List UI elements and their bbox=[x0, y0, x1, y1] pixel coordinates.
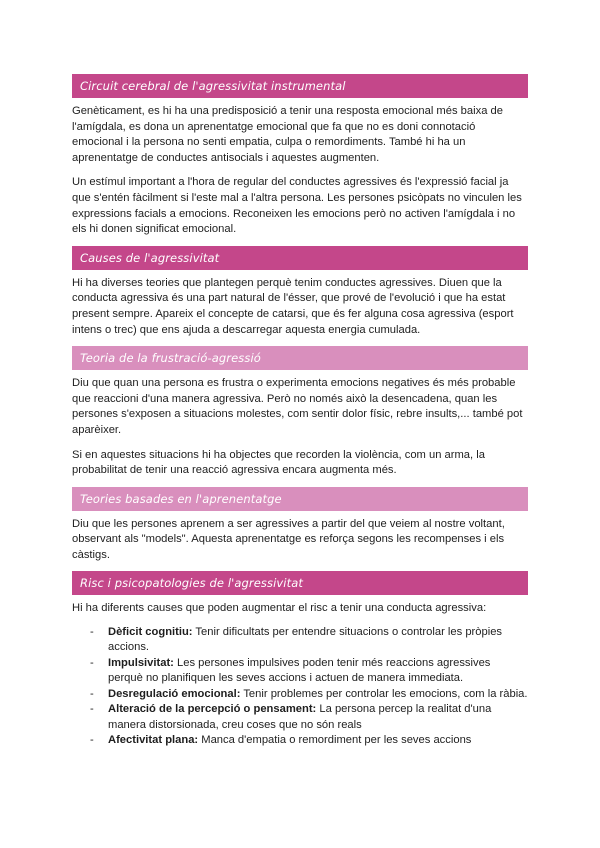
bullet-marker: - bbox=[90, 703, 94, 716]
section-heading-instrumental-circuit: Circuit cerebral de l'agressivitat instrumental bbox=[72, 74, 528, 98]
section-heading-risk-psychopathologies: Risc i psicopatologies de l'agressivitat bbox=[72, 571, 528, 595]
paragraph: Hi ha diverses teories que plantegen perquè tenim conductes agressives. Diuen que la conducta agressiva és una part natural de l'ésser, que prové de l'evolució i que ha estat present sempre. Apareix el concepte de catarsi, que és fer alguna cosa agressiva (esport intens o trec) que ens ajuda a descarregar aquesta energia cumulada. bbox=[72, 276, 514, 336]
list-item-text: Tenir dificultats per entendre situacions o controlar les pròpies accions. bbox=[108, 626, 503, 654]
risk-factors-list bbox=[72, 625, 528, 748]
bullet-marker: - bbox=[90, 687, 94, 700]
list-item-text: Les persones impulsives poden tenir més reaccions agressives perquè no planifiquen les seves accions i actuen de manera immediata. bbox=[108, 656, 491, 685]
paragraph: Diu que quan una persona es frustra o experimenta emocions negatives és més probable que reaccioni d'una manera agressiva. Però no només això la desencadena, quan les persones s'exposen a situacions molestes, com sentir dolor físic, rebre insults,... també pot aparèixer. bbox=[72, 377, 523, 436]
paragraph: Genèticament, es hi ha una predisposició a tenir una resposta emocional més baixa de l'amígdala, es dona un aprenentatge emocional que fa que no es doni connotació emocional i la persona no senti empatia, culpa o remordiments. També hi ha un aprenentatge de conductes antisocials i aquestes augmenten. bbox=[72, 105, 503, 164]
document-page bbox=[72, 74, 528, 754]
list-item-term: Impulsivitat: bbox=[108, 656, 174, 669]
paragraph: Hi ha diferents causes que poden augmentar el risc a tenir una conducta agressiva: bbox=[72, 602, 487, 615]
bullet-marker: - bbox=[90, 733, 94, 746]
list-item-text: Tenir problemes per controlar les emocions, com la ràbia. bbox=[240, 687, 528, 700]
list-item-term: Dèficit cognitiu: bbox=[108, 626, 193, 639]
paragraph: Un estímul important a l'hora de regular del conductes agressives és l'expressió facial ja que s'entén fàcilment si l'este mal a l'altra persona. Les persones psicòpats no vinculen les expressions facials a emocions. Reconeixen les emocions però no activen l'amígdala i no els hi donen significat emocional. bbox=[72, 176, 522, 236]
paragraph: Si en aquestes situacions hi ha objectes que recorden la violència, com un arma, la probabilitat de tenir una reacció agressiva encara augmenta més. bbox=[72, 448, 485, 477]
bullet-marker: - bbox=[90, 626, 94, 639]
list-item bbox=[72, 702, 528, 733]
section-heading-frustration-aggression: Teoria de la frustració-agressió bbox=[72, 346, 528, 370]
list-item-term: Afectivitat plana: bbox=[108, 733, 199, 746]
list-item-text: Manca d'empatia o remordiment per les seves accions bbox=[198, 733, 472, 746]
section-instrumental-circuit bbox=[72, 74, 528, 238]
section-learning-theories bbox=[72, 487, 528, 564]
section-risk-psychopathologies bbox=[72, 571, 528, 748]
section-heading-learning-theories: Teories basades en l'aprenentatge bbox=[72, 487, 528, 511]
paragraph: Diu que les persones aprenem a ser agressives a partir del que veiem al nostre voltant, observant als "models". Aquesta aprenentatge es reforça segons les recompenses i els càstigs. bbox=[72, 517, 505, 561]
bullet-marker: - bbox=[90, 656, 94, 669]
list-item bbox=[72, 656, 528, 687]
section-frustration-aggression bbox=[72, 346, 528, 479]
list-item-term: Alteració de la percepció o pensament: bbox=[108, 703, 317, 716]
section-causes bbox=[72, 246, 528, 338]
section-heading-causes: Causes de l'agressivitat bbox=[72, 246, 528, 270]
list-item-term: Desregulació emocional: bbox=[108, 687, 241, 700]
list-item-text: La persona percep la realitat d'una manera distorsionada, creu coses que no són reals bbox=[108, 703, 492, 731]
list-item bbox=[72, 687, 528, 702]
list-item bbox=[72, 625, 528, 656]
list-item bbox=[72, 733, 528, 748]
